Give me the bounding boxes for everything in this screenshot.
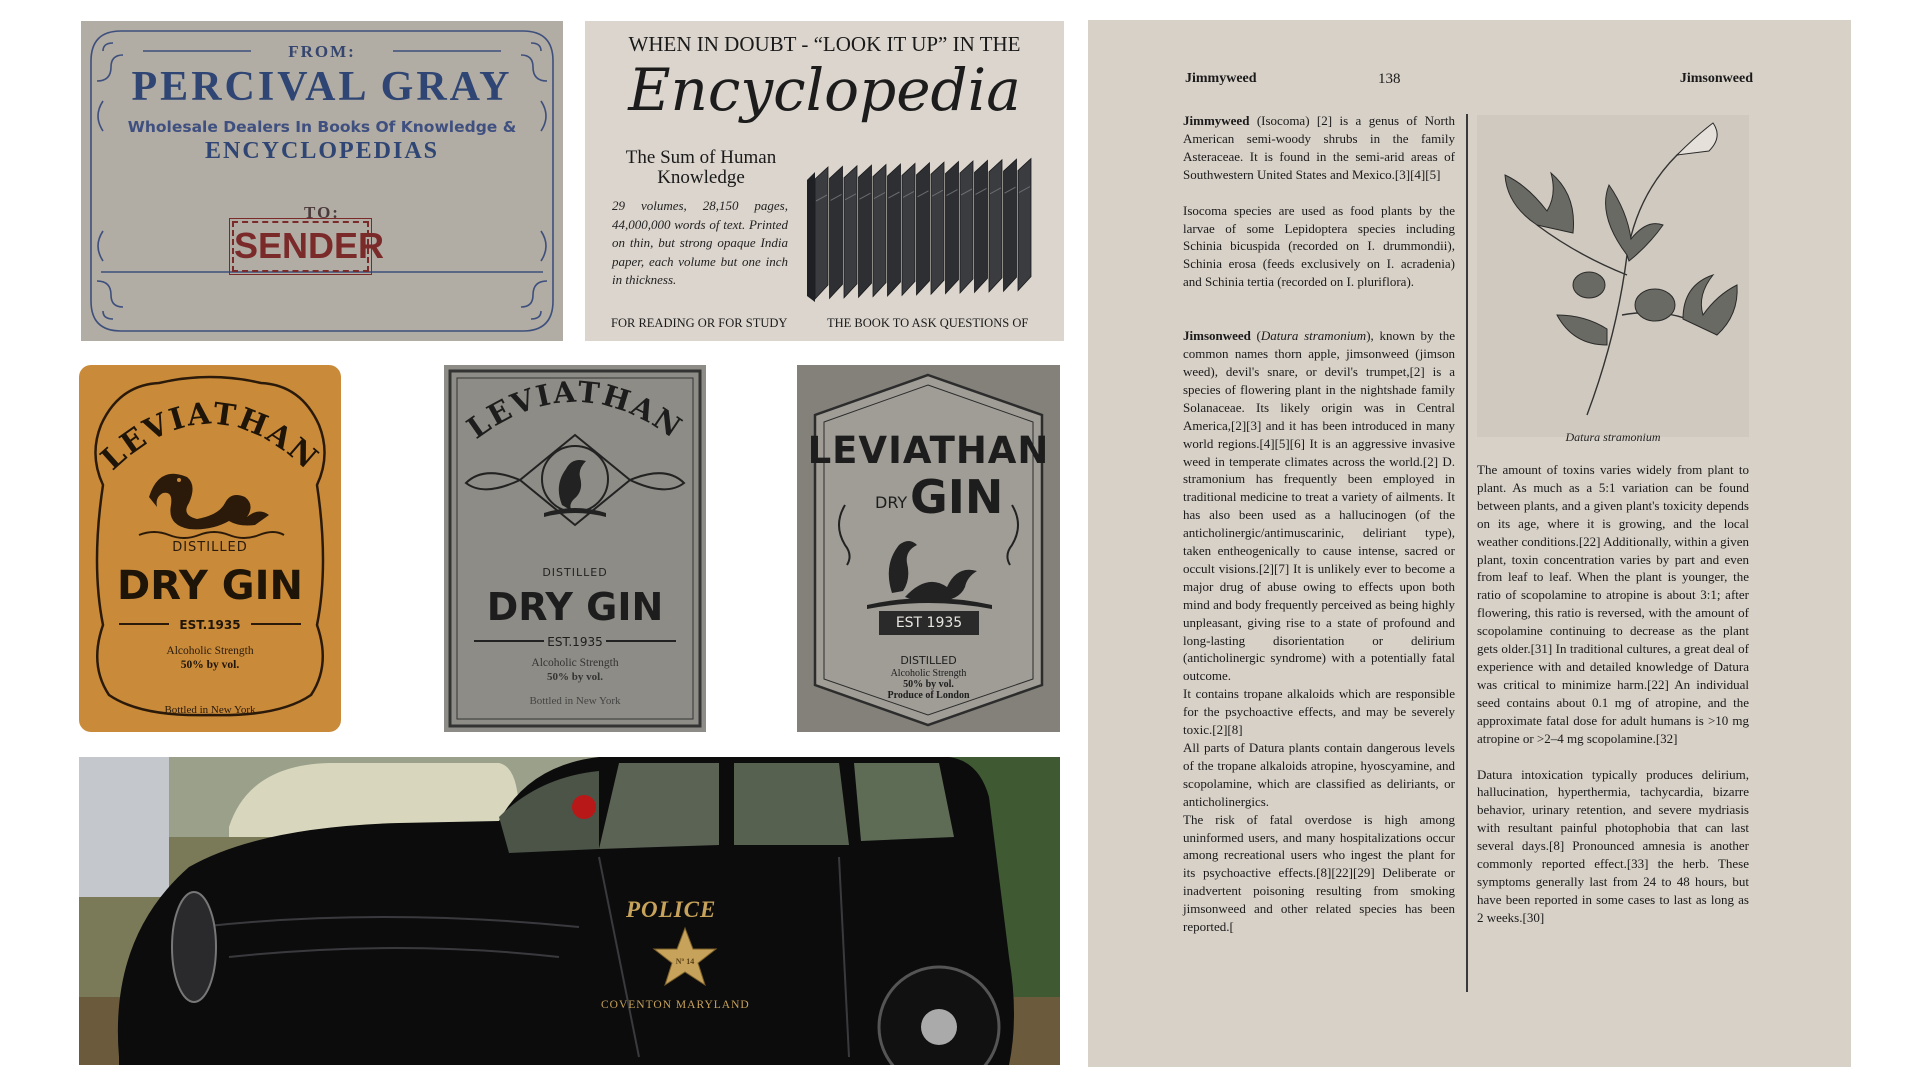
book-spine xyxy=(815,167,828,299)
to-label: TO: xyxy=(304,203,340,222)
left-column xyxy=(1183,112,1455,936)
ad-blurb: 29 volumes, 28,150 pages, 44,000,000 words of text. Printed on thin, but strong opaque India paper, each volume but one inch in thickness. xyxy=(612,198,788,287)
gin-product: DRY GIN xyxy=(486,585,664,629)
book-spine xyxy=(931,162,944,294)
paragraph-gap xyxy=(1183,291,1455,309)
ad-sum-heading: The Sum of Human Knowledge xyxy=(625,147,777,188)
book-spine xyxy=(989,160,1002,292)
gin-produce: Produce of London xyxy=(887,690,970,701)
gin-bottled: Bottled in New York xyxy=(164,704,256,716)
page-header-right: Jimsonweed xyxy=(1679,71,1753,86)
sender-name: PERCIVAL GRAY xyxy=(131,64,513,110)
gin-bottled: Bottled in New York xyxy=(529,695,621,707)
ad-headline: WHEN IN DOUBT - “LOOK IT UP” IN THE xyxy=(628,32,1021,56)
datura-illustration xyxy=(1477,115,1749,437)
gin-product: DRY GIN xyxy=(117,563,303,609)
entry-binomial: Datura stramonium xyxy=(1260,328,1367,344)
police-car-photo xyxy=(79,757,1060,1065)
page-number: 138 xyxy=(1378,71,1401,87)
book-spine xyxy=(1004,159,1017,291)
book-spine xyxy=(888,164,901,296)
entry-paragraph: It contains tropane alkaloids which are responsible for the psychoactive effects, and may be severely toxic.[2][8] xyxy=(1183,686,1455,738)
gin-distilled: DISTILLED xyxy=(900,654,957,667)
ad-footer-right: THE BOOK TO ASK QUESTIONS OF xyxy=(827,316,1029,330)
right-column xyxy=(1477,461,1749,927)
gin-distilled: DISTILLED xyxy=(172,540,248,555)
book-spine xyxy=(902,163,915,295)
book-spine xyxy=(859,165,872,297)
gin-dry: DRY xyxy=(875,493,908,512)
gin-label-hexagon xyxy=(797,365,1060,732)
entry-paragraph: The risk of fatal overdose is high among uninformed users, and many hospitalizations occur among recreational users who ingest the plant for its psychoactive effects.[8][22][29] Deliberate or inadvertent poisoning resulting from smoking jimsonweed and other related species has been reported.[ xyxy=(1183,811,1455,935)
gin-strength-value: 50% by vol. xyxy=(903,679,954,690)
sender-stamp: SENDER xyxy=(232,221,369,272)
book-set-image xyxy=(807,150,1052,310)
paragraph-gap xyxy=(1183,184,1455,202)
encyclopedia-advert xyxy=(585,21,1064,341)
gin-brand-text: LEVIATHAN xyxy=(94,396,326,478)
book-spine xyxy=(960,161,973,293)
dealers-line: Wholesale Dealers In Books Of Knowledge & xyxy=(127,118,517,136)
gin-brand: LEVIATHAN xyxy=(807,429,1050,472)
entry-headword: Jimsonweed xyxy=(1183,328,1251,344)
encyclopedia-page xyxy=(1088,20,1851,1067)
entry-paragraph: Jimsonweed (Datura stramonium), known by the common names thorn apple, jimsonweed (jimson weed), devil's snare, or devil's trumpet,[2] is a species of flowering plant in the nightshade family Solanaceae. Its likely origin was in Central America,[2][3] and it has been introduced in many world regions.[4][5][6] It is an aggressive invasive weed in temperate climates across the world.[2] D. stramonium has frequently been employed in traditional medicine to treat a variety of ailments. It has also been used as a hallucinogen (of the anticholinergic/antimuscarinic, deliriant type), taken entheogenically to cause intense, sacred or occult visions.[2][7] It is unlikely ever to become a major drug of abuse owing to effects upon both mind and body frequently perceived as being highly unpleasant, giving rise to a state of profound and long-lasting disorientation or delirium (anticholinergic syndrome) with a potentially fatal outcome. xyxy=(1183,328,1455,684)
book-spine xyxy=(844,166,857,298)
ad-script-title: Encyclopedia xyxy=(628,56,1021,124)
book-spine xyxy=(1018,159,1031,291)
gin-strength-label: Alcoholic Strength xyxy=(531,657,619,669)
paragraph-gap xyxy=(1477,748,1749,766)
entry-paragraph: Jimmyweed (Isocoma) [2] is a genus of North American semi-woody shrubs in the family Asteraceae. It is found in the semi-arid areas of Southwestern United States and Mexico.[3][4][5] xyxy=(1183,113,1455,182)
gin-strength-value: 50% by vol. xyxy=(547,671,603,683)
gin-label-amber xyxy=(79,365,341,732)
entry-paragraph: The amount of toxins varies widely from plant to plant. As much as a 5:1 variation can be found between plants, and a given plant's toxicity depends on its age, where it is growing, and the local weather conditions.[22] Additionally, within a given plant, toxin concentration varies by part and even from leaf to leaf. When the plant is younger, the ratio of scopolamine to atropine is about 3:1; after flowering, this ratio is reversed, with the amount of scopolamine continuing to decrease as the plant gets older.[31] In traditional cultures, a great deal of experience with and detailed knowledge of Datura was critical to minimize harm.[22] An individual seed contains about 0.1 mg of atropine, and the approximate fatal dose for adult humans is >10 mg atropine or >2–4 mg scopolamine.[32] xyxy=(1477,462,1749,746)
entry-headword: Jimmyweed xyxy=(1183,113,1250,128)
book-front-edge xyxy=(807,172,815,302)
police-car-art xyxy=(79,757,1060,1065)
book-spine xyxy=(975,160,988,292)
from-label: FROM: xyxy=(288,42,356,61)
gin-gin: GIN xyxy=(910,470,1004,524)
entry-paragraph: Datura intoxication typically produces delirium, hallucination, hyperthermia, tachycardia, bizarre behavior, urinary retention, and severe mydriasis with resultant painful photophobia that can last several days.[8] Pronounced amnesia is another commonly reported effect.[33] the herb. These symptoms generally last from 24 to 48 hours, but have been reported in some cases to last as long as 2 weeks.[30] xyxy=(1477,766,1749,925)
entry-paragraph: Isocoma species are used as food plants by the larvae of some Lepidoptera species including Schinia bicuspida (recorded on I. drummondii), Schinia erosa (feeds exclusively on I. acradenia) and Schinia tertia (recorded on I. pluriflora). xyxy=(1183,202,1455,290)
encyclopedias-line: ENCYCLOPEDIAS xyxy=(204,138,440,164)
page-header-left: Jimmyweed xyxy=(1185,71,1257,86)
shipping-label xyxy=(81,21,563,341)
gin-strength-label: Alcoholic Strength xyxy=(890,668,967,679)
car-badge-number: Nº 14 xyxy=(675,957,695,966)
gin-established: EST.1935 xyxy=(179,618,241,632)
column-divider xyxy=(1466,114,1468,992)
car-door-police: POLICE xyxy=(626,897,717,922)
car-town-name: COVENTON MARYLAND xyxy=(601,999,750,1011)
gin-established: EST 1935 xyxy=(879,611,979,635)
sea-serpent-icon xyxy=(149,474,269,530)
book-spine xyxy=(830,166,843,298)
gin-strength-value: 50% by vol. xyxy=(180,659,240,671)
illustration-caption: Datura stramonium xyxy=(1565,430,1661,444)
book-spine xyxy=(917,163,930,295)
book-spine xyxy=(946,162,959,294)
gin-established: EST.1935 xyxy=(547,635,603,649)
entry-paragraph: All parts of Datura plants contain dangerous levels of the tropane alkaloids atropine, hyoscyamine, and scopolamine, which are classified as deliriants, or anticholinergics. xyxy=(1183,740,1455,809)
gin-distilled: DISTILLED xyxy=(542,566,608,579)
gin-brand-text: LEVIATHAN xyxy=(460,374,690,446)
ad-footer-left: FOR READING OR FOR STUDY xyxy=(611,316,788,330)
gin-strength-label: Alcoholic Strength xyxy=(166,645,254,657)
paragraph-gap xyxy=(1183,309,1455,327)
gin-label-grey xyxy=(444,365,706,732)
book-spine xyxy=(873,165,886,297)
